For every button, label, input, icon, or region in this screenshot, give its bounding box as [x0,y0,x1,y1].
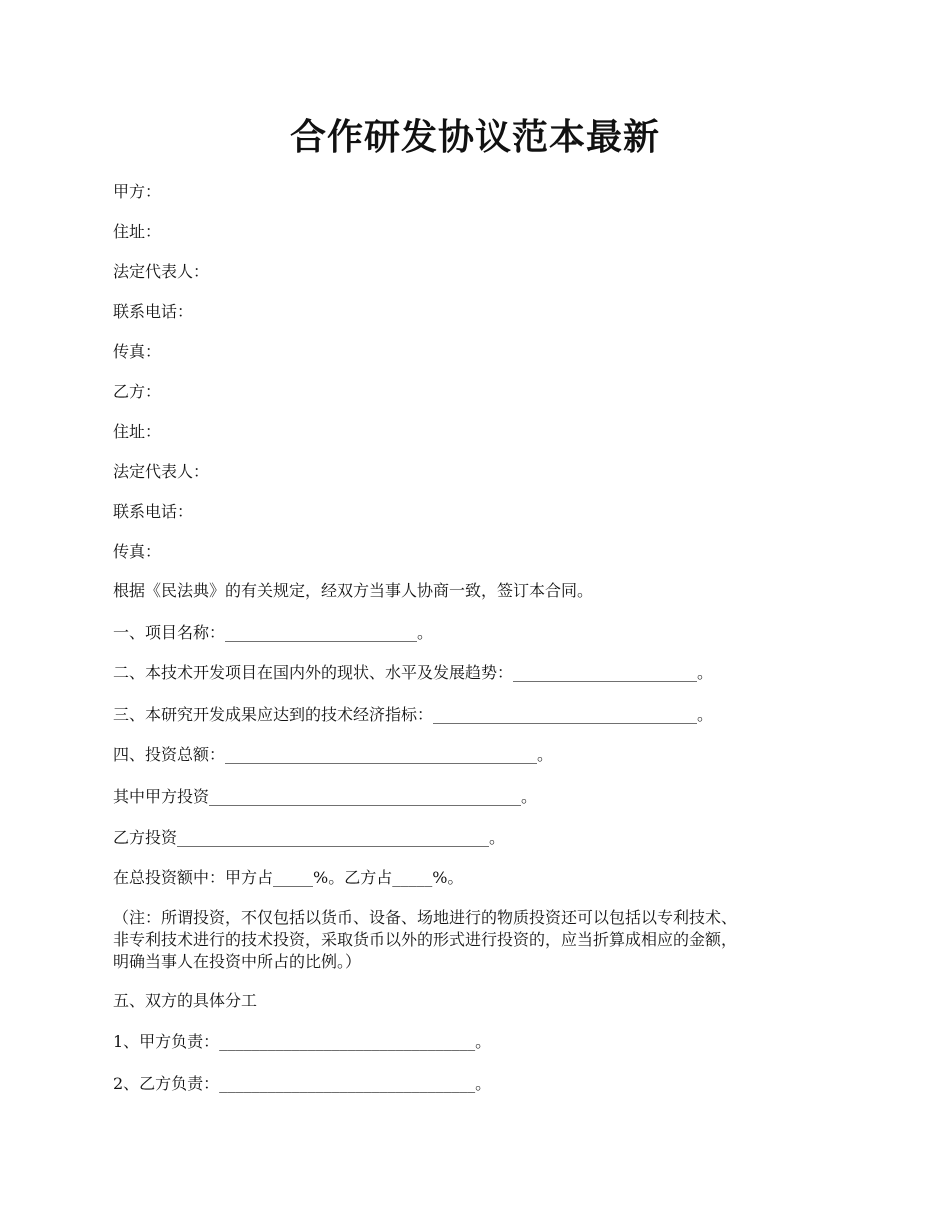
section-party-b-duty: 2、乙方负责：________________________________。 [113,1074,492,1093]
party-a-label: 甲方： [113,182,162,201]
party-b-representative: 法定代表人： [113,462,210,481]
section-party-a-investment: 其中甲方投资_______________________________________。 [113,787,538,806]
party-a-phone: 联系电话： [113,302,194,321]
section-division-heading: 五、双方的具体分工 [113,991,258,1010]
party-b-phone: 联系电话： [113,502,194,521]
party-a-representative: 法定代表人： [113,262,210,281]
section-project-name: 一、项目名称：________________________。 [113,623,434,642]
party-a-fax: 传真： [113,342,162,361]
section-share: 在总投资额中：甲方占_____%。乙方占_____%。 [113,868,464,887]
document-title: 合作研发协议范本最新 [289,116,660,158]
section-party-a-duty: 1、甲方负责：________________________________。 [113,1032,492,1051]
note-line: 明确当事人在投资中所占的比例。） [113,952,362,971]
section-status: 二、本技术开发项目在国内外的现状、水平及发展趋势：_______________________。 [113,663,714,682]
section-party-b-investment: 乙方投资_______________________________________。 [113,828,506,847]
party-a-address: 住址： [113,222,162,241]
party-b-fax: 传真： [113,542,162,561]
party-b-address: 住址： [113,422,162,441]
section-indicators: 三、本研究开发成果应达到的技术经济指标：_________________________________。 [113,705,714,724]
party-b-label: 乙方： [113,382,162,401]
investment-note [113,907,843,973]
note-line: 非专利技术进行的技术投资，采取货币以外的形式进行投资的，应当折算成相应的金额， [113,930,738,949]
section-total-investment: 四、投资总额：_______________________________________。 [113,745,554,764]
note-line: （注：所谓投资，不仅包括以货币、设备、场地进行的物质投资还可以包括以专利技术、 [113,908,738,927]
preamble: 根据《民法典》的有关规定，经双方当事人协商一致，签订本合同。 [113,581,594,600]
